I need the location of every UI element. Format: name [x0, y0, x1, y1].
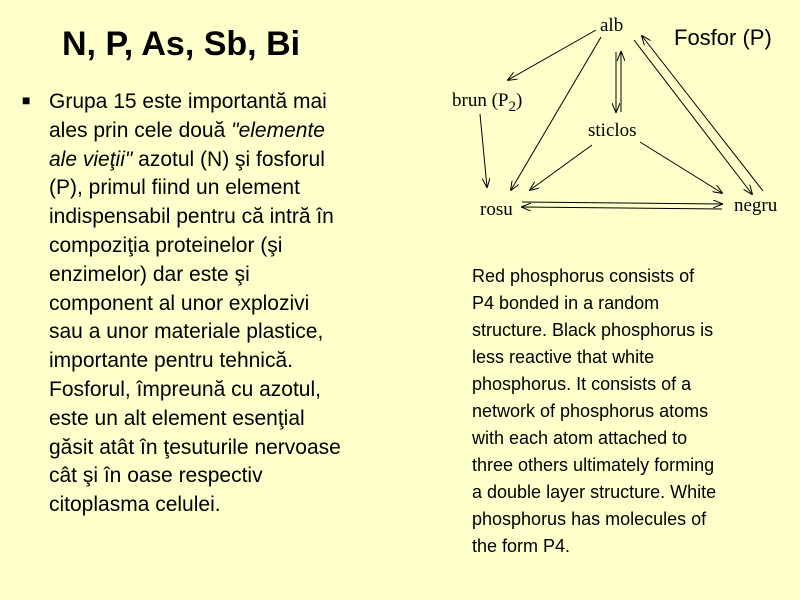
bullet-line: (P), primul fiind un element	[49, 176, 300, 200]
note-line: phosphorus. It consists of a	[472, 374, 692, 394]
arrow-alb-to-negru	[634, 40, 752, 194]
bullet-line: citoplasma celulei.	[49, 493, 221, 517]
bullet-line-text: ales prin cele două	[49, 118, 232, 142]
bullet-line-emphasis: "elemente	[231, 118, 325, 142]
arrow-alb-to-brun	[508, 30, 596, 80]
bullet-text	[49, 88, 429, 520]
bullet-line: cât şi în oase respectiv	[49, 464, 263, 488]
bullet-line: este un alt element esenţial	[49, 406, 305, 430]
bullet-line: sau a unor materiale plastice,	[49, 320, 324, 344]
node-negru: negru	[734, 195, 778, 216]
bullet-line: component al unor explozivi	[49, 291, 310, 315]
node-alb: alb	[600, 15, 624, 36]
node-brun-prefix: brun (P	[452, 90, 509, 111]
bullet-line	[49, 146, 429, 175]
diagram-heading: Fosfor (P)	[674, 25, 772, 50]
note-line: Red phosphorus consists of	[472, 266, 695, 286]
bullet-line: importante pentru tehnică.	[49, 349, 293, 373]
bullet-line: Fosforul, împreună cu azotul,	[49, 377, 321, 401]
bullet-line: găsit atât în ţesuturile nervoase	[49, 435, 341, 459]
note-line: structure. Black phosphorus is	[472, 320, 714, 340]
node-brun	[452, 90, 522, 115]
bullet-line: Grupa 15 este importantă mai	[49, 90, 327, 113]
arrow-sticlos-to-negru	[640, 142, 722, 193]
node-sticlos: sticlos	[588, 120, 637, 141]
slide-title: N, P, As, Sb, Bi	[62, 25, 301, 63]
node-brun-subscript: 2	[508, 99, 516, 115]
bullet-line-text: azotul (N) şi fosforul	[132, 147, 325, 171]
note-line: the form P4.	[472, 536, 571, 556]
node-rosu: rosu	[480, 199, 513, 220]
bullet-line: enzimelor) dar este şi	[49, 262, 250, 286]
arrow-rosu-to-negru	[522, 202, 722, 204]
note-line: phosphorus has molecules of	[472, 509, 707, 529]
arrow-brun-to-rosu	[480, 114, 487, 187]
note-line: network of phosphorus atoms	[472, 401, 709, 421]
bullet-line: compoziţia proteinelor (şi	[49, 233, 283, 257]
bullet-line: indispensabil pentru că intră în	[49, 205, 334, 229]
bullet-line	[49, 117, 429, 146]
note-line: a double layer structure. White	[472, 482, 717, 502]
phosphorus-note	[472, 263, 792, 560]
bullet-line-emphasis: ale vieţii"	[49, 147, 133, 171]
note-line: three others ultimately forming	[472, 455, 715, 475]
note-line: less reactive that white	[472, 347, 655, 367]
arrow-negru-to-rosu	[522, 207, 722, 209]
arrow-negru-to-alb	[642, 36, 763, 191]
note-line: P4 bonded in a random	[472, 293, 660, 313]
node-brun-suffix: )	[515, 90, 523, 111]
bullet-marker: ■	[22, 92, 31, 108]
arrow-sticlos-to-rosu	[530, 145, 592, 190]
arrow-alb-to-rosu	[511, 37, 601, 190]
note-line: with each atom attached to	[472, 428, 688, 448]
